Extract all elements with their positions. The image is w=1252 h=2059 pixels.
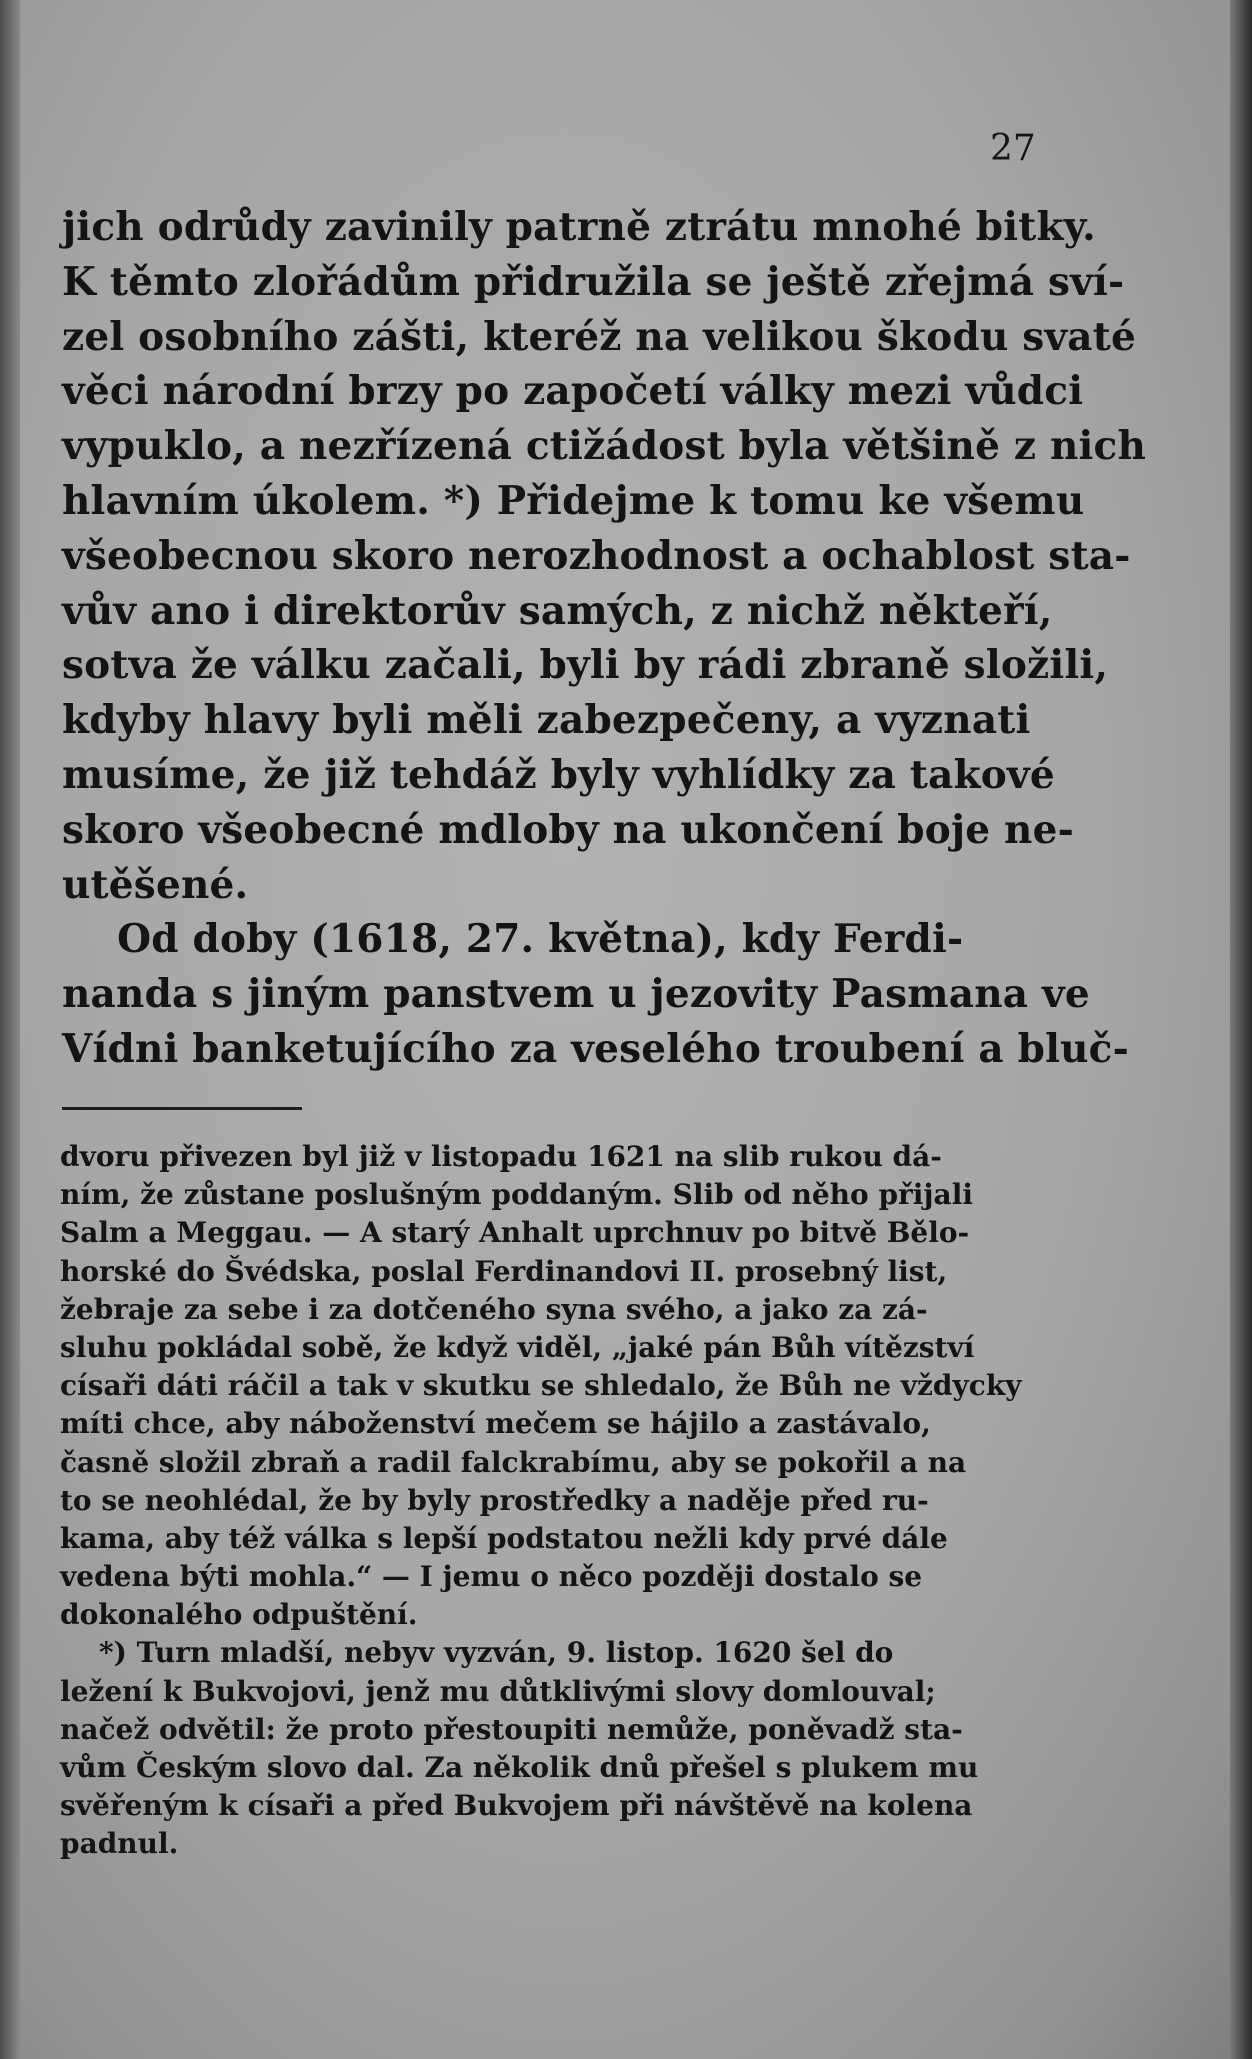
- body-line: věci národní brzy po započetí války mezi vůdci: [62, 368, 1084, 415]
- footnote-line: svěřeným k císaři a před Bukvojem při návštěvě na kolena: [60, 1789, 973, 1823]
- footnote-line: dokonalého odpuštění.: [60, 1598, 418, 1632]
- footnote-line: časně složil zbraň a radil falckrabímu, aby se pokořil a na: [60, 1445, 967, 1479]
- body-line: vův ano i direktorův samých, z nichž někteří,: [62, 587, 1053, 634]
- body-line: utěšené.: [62, 861, 249, 908]
- page-left-edge: [0, 0, 20, 2059]
- footnote-line: Salm a Meggau. — A starý Anhalt uprchnuv po bitvě Bělo-: [60, 1216, 970, 1250]
- footnote-line: sluhu pokládal sobě, že když viděl, „jaké pán Bůh vítězství: [60, 1330, 975, 1364]
- footnote-line: míti chce, aby náboženství mečem se hájilo a zastávalo,: [60, 1407, 931, 1441]
- footnote-line: to se neohlédal, že by byly prostředky a naděje před ru-: [60, 1483, 929, 1517]
- body-line: skoro všeobecné mdloby na ukončení boje ne-: [62, 806, 1075, 853]
- footnote-line: *) Turn mladší, nebyv vyzván, 9. listop. 1620 šel do: [60, 1636, 894, 1670]
- body-line: musíme, že již tehdáž byly vyhlídky za takové: [62, 751, 1055, 798]
- footnote-line: padnul.: [60, 1827, 179, 1861]
- footnote-line: vům Českým slovo dal. Za několik dnů přešel s plukem mu: [60, 1751, 979, 1784]
- footnote-line: kama, aby též válka s lepší podstatou nežli kdy prvé dále: [60, 1521, 948, 1555]
- footnote-line: dvoru přivezen byl již v listopadu 1621 na slib rukou dá-: [60, 1140, 942, 1173]
- body-line: nanda s jiným panstvem u jezovity Pasmana ve: [62, 971, 1090, 1018]
- body-line: zel osobního zášti, kteréž na velikou škodu svaté: [62, 313, 1136, 360]
- body-line: vypuklo, a nezřízená ctižádost byla většině z nich: [62, 423, 1147, 470]
- footnote-line: vedena býti mohla.“ — I jemu o něco později dostalo se: [60, 1560, 923, 1594]
- footnote-line: horské do Švédska, poslal Ferdinandovi II. prosebný list,: [60, 1254, 948, 1288]
- footnote-separator: [62, 1107, 302, 1110]
- body-line: kdyby hlavy byli měli zabezpečeny, a vyznati: [62, 697, 1031, 744]
- body-line: K těmto zlořádům přidružila se ještě zřejmá sví-: [62, 258, 1125, 305]
- body-line: Od doby (1618, 27. května), kdy Ferdi-: [62, 916, 964, 963]
- footnote-line: císaři dáti ráčil a tak v skutku se shledalo, že Bůh ne vždycky: [60, 1369, 1022, 1403]
- footnotes: [60, 1138, 1040, 1864]
- body-line: všeobecnou skoro nerozhodnost a ochablost sta-: [62, 532, 1131, 579]
- footnote-line: žebraje za sebe i za dotčeného syna svého, a jako za zá-: [60, 1292, 928, 1326]
- page-right-edge: [1230, 0, 1252, 2059]
- footnote-line: ležení k Bukvojovi, jenž mu důtklivými slovy domlouval;: [60, 1674, 936, 1708]
- footnote-line: ním, že zůstane poslušným poddaným. Slib od něho přijali: [60, 1178, 973, 1212]
- body-line: sotva že válku začali, byli by rádi zbraně složili,: [62, 642, 1109, 689]
- page-number: 27: [990, 128, 1036, 169]
- footnote-line: načež odvětil: že proto přestoupiti nemůže, poněvadž sta-: [60, 1712, 963, 1746]
- body-text: [62, 200, 1147, 1077]
- body-line: hlavním úkolem. *) Přidejme k tomu ke všemu: [62, 477, 1085, 524]
- body-line: jich odrůdy zavinily patrně ztrátu mnohé bitky.: [62, 204, 1096, 250]
- body-line: Vídni banketujícího za veselého troubení a bluč-: [62, 1025, 1130, 1072]
